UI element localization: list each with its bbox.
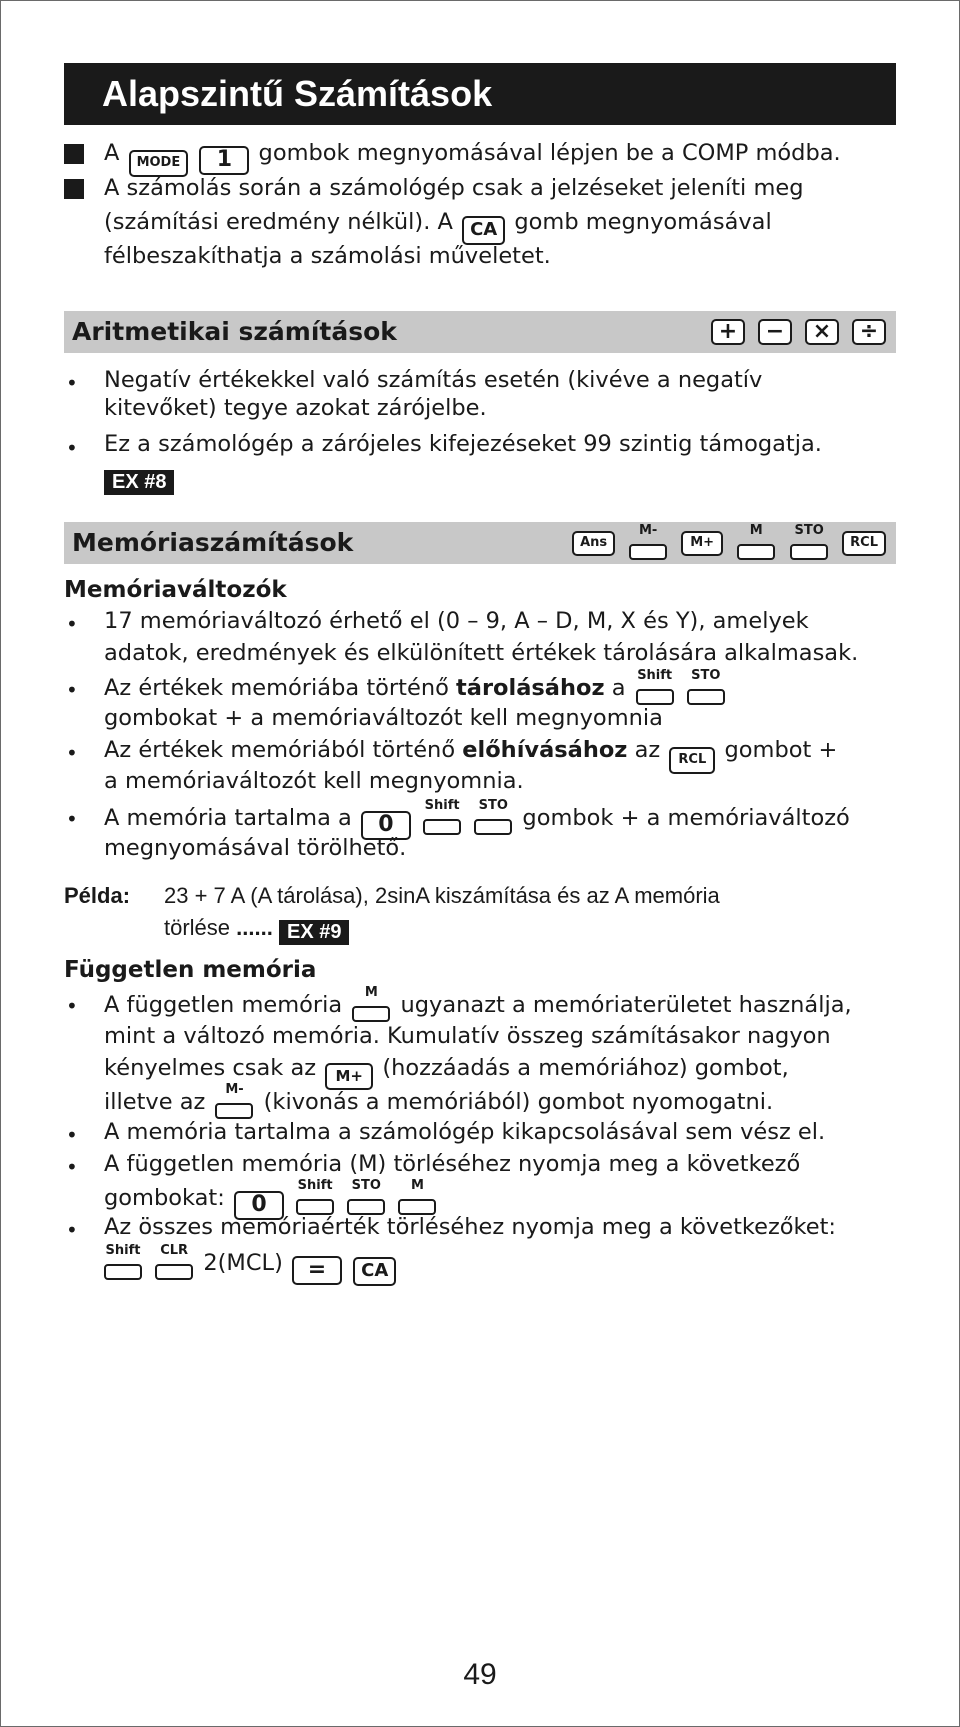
m-key bbox=[398, 1178, 436, 1215]
bullet: • bbox=[66, 807, 78, 831]
bullet: • bbox=[66, 1218, 78, 1242]
key-label: Shift bbox=[424, 798, 460, 813]
key-label: STO bbox=[794, 523, 824, 538]
shift-key bbox=[423, 798, 461, 835]
key-label: Shift bbox=[105, 1243, 141, 1258]
example-line-2 bbox=[164, 913, 349, 945]
intro-line-4: félbeszakíthatja a számolási műveletet. bbox=[104, 243, 551, 269]
indep-b1-l3 bbox=[104, 1053, 789, 1085]
bullet-square bbox=[64, 179, 84, 199]
section-memory-header bbox=[64, 522, 896, 564]
section-title: Memóriaszámítások bbox=[72, 528, 354, 557]
mem-b3-l2: a memóriaváltozót kell megnyomnia. bbox=[104, 768, 524, 794]
indep-b4-l1: Az összes memóriaérték törléséhez nyomja meg a következőket: bbox=[104, 1214, 837, 1240]
bullet-square bbox=[64, 144, 84, 164]
text: 2(MCL) bbox=[203, 1250, 283, 1276]
text: Az értékek memóriából történő bbox=[104, 737, 456, 763]
key-box bbox=[629, 544, 667, 560]
bullet: • bbox=[66, 994, 78, 1018]
key-box bbox=[352, 1006, 390, 1022]
indep-b1-l1 bbox=[104, 985, 852, 1020]
text: (hozzáadás a memóriához) gombot, bbox=[382, 1055, 789, 1081]
mode-key: MODE bbox=[129, 150, 189, 177]
text: gombokat: bbox=[104, 1185, 225, 1211]
key-label: Shift bbox=[297, 1178, 333, 1193]
zero-key: 0 bbox=[361, 811, 411, 840]
key-label: Shift bbox=[637, 668, 673, 683]
bullet: • bbox=[66, 612, 78, 636]
m-minus-key bbox=[629, 523, 667, 560]
m-minus-key bbox=[215, 1082, 253, 1119]
key-label: STO bbox=[478, 798, 508, 813]
text: gombok megnyomásával lépjen be a COMP módba. bbox=[258, 140, 841, 166]
bullet: • bbox=[66, 1123, 78, 1147]
ca-key: CA bbox=[462, 216, 505, 245]
intro-line-3 bbox=[104, 207, 772, 239]
example-line-1: 23 + 7 A (A tárolása), 2sinA kiszámítása és az A memória bbox=[164, 883, 720, 908]
ca-key: CA bbox=[353, 1257, 396, 1286]
text: A független memória bbox=[104, 992, 343, 1018]
bullet: • bbox=[66, 1155, 78, 1179]
key-box bbox=[423, 819, 461, 835]
subheading-independent-memory: Független memória bbox=[64, 957, 317, 983]
key-box bbox=[687, 689, 725, 705]
operator-keys bbox=[709, 311, 888, 353]
example-label: Példa: bbox=[64, 883, 131, 908]
bullet: • bbox=[66, 371, 78, 395]
text: az bbox=[634, 737, 661, 763]
text: a bbox=[611, 675, 626, 701]
sto-key bbox=[687, 668, 725, 705]
page-title: Alapszintű Számítások bbox=[64, 63, 896, 125]
arith-ex bbox=[104, 463, 174, 495]
example-badge: EX #9 bbox=[279, 920, 349, 945]
indep-b3-l2 bbox=[104, 1178, 439, 1217]
key-box bbox=[474, 819, 512, 835]
rcl-key: RCL bbox=[842, 531, 886, 556]
sto-key bbox=[474, 798, 512, 835]
text: (kivonás a memóriából) gombot nyomogatni. bbox=[263, 1089, 774, 1115]
mem-b2-l2: gombokat + a memóriaváltozót kell megnyomnia bbox=[104, 705, 663, 731]
mem-b4-l1 bbox=[104, 798, 850, 837]
bullet: • bbox=[66, 741, 78, 765]
sto-key bbox=[790, 523, 828, 560]
times-key: × bbox=[805, 319, 839, 345]
text: törlése bbox=[164, 915, 231, 940]
clr-key bbox=[155, 1243, 193, 1280]
page-number: 49 bbox=[463, 1658, 497, 1691]
bullet: • bbox=[66, 436, 78, 460]
text: gombot + bbox=[724, 737, 838, 763]
text: (számítási eredmény nélkül). A bbox=[104, 209, 453, 235]
rcl-key: RCL bbox=[669, 747, 715, 774]
mem-b1-l2: adatok, eredmények és elkülönített értékek tárolására alkalmasak. bbox=[104, 640, 859, 666]
minus-key: − bbox=[758, 319, 792, 345]
indep-b2: A memória tartalma a számológép kikapcsolásával sem vész el. bbox=[104, 1119, 826, 1145]
text: ugyanazt a memóriaterületet használja, bbox=[400, 992, 852, 1018]
text: illetve az bbox=[104, 1089, 206, 1115]
indep-b1-l2: mint a változó memória. Kumulatív összeg számításakor nagyon bbox=[104, 1023, 831, 1049]
key-label: STO bbox=[691, 668, 721, 683]
arith-b1-l1: Negatív értékekkel való számítás esetén (kivéve a negatív bbox=[104, 367, 763, 393]
text: gombok + a memóriaváltozó bbox=[522, 805, 850, 831]
text: kényelmes csak az bbox=[104, 1055, 317, 1081]
key-label: CLR bbox=[160, 1243, 189, 1258]
m-plus-key: M+ bbox=[681, 531, 723, 556]
text: A bbox=[104, 140, 120, 166]
key-label: M bbox=[411, 1178, 424, 1193]
key-label: M bbox=[364, 985, 378, 1000]
text: Az értékek memóriába történő bbox=[104, 675, 449, 701]
divide-key: ÷ bbox=[852, 319, 886, 345]
m-plus-key: M+ bbox=[325, 1063, 373, 1090]
section-arithmetic-header bbox=[64, 311, 896, 353]
example-badge: EX #8 bbox=[104, 470, 174, 495]
key-box bbox=[790, 544, 828, 560]
key-box bbox=[104, 1264, 142, 1280]
emphasis: tárolásához bbox=[456, 675, 605, 701]
mem-b3-l1 bbox=[104, 735, 837, 767]
mem-b4-l2: megnyomásával törölhető. bbox=[104, 835, 407, 861]
key-label: M- bbox=[225, 1082, 244, 1097]
key-box bbox=[737, 544, 775, 560]
intro-line-1 bbox=[104, 138, 841, 170]
key-label: M bbox=[749, 523, 763, 538]
key-box bbox=[155, 1264, 193, 1280]
shift-key bbox=[104, 1243, 142, 1280]
indep-b3-l1: A független memória (M) törléséhez nyomja meg a következő bbox=[104, 1151, 801, 1177]
intro-line-2: A számolás során a számológép csak a jelzéseket jeleníti meg bbox=[104, 175, 804, 201]
ans-key: Ans bbox=[572, 531, 615, 556]
zero-key: 0 bbox=[234, 1191, 284, 1220]
m-key bbox=[737, 523, 775, 560]
key-label: STO bbox=[351, 1178, 381, 1193]
bullet: • bbox=[66, 678, 78, 702]
indep-b1-l4 bbox=[104, 1082, 774, 1117]
text: A memória tartalma a bbox=[104, 805, 352, 831]
emphasis: előhívásához bbox=[462, 737, 628, 763]
text: gomb megnyomásával bbox=[514, 209, 772, 235]
m-key bbox=[352, 985, 390, 1022]
subheading-memory-variables: Memóriaváltozók bbox=[64, 577, 287, 603]
shift-key bbox=[636, 668, 674, 705]
equals-key: = bbox=[292, 1256, 342, 1285]
plus-key: + bbox=[711, 319, 745, 345]
key-label: M- bbox=[638, 523, 658, 538]
indep-b4-l2 bbox=[104, 1243, 398, 1282]
mem-b1-l1: 17 memóriaváltozó érhető el (0 – 9, A – D, M, X és Y), amelyek bbox=[104, 608, 809, 634]
memory-keys bbox=[570, 522, 888, 564]
section-title: Aritmetikai számítások bbox=[72, 317, 397, 346]
sto-key bbox=[347, 1178, 385, 1215]
arith-b2-l1: Ez a számológép a zárójeles kifejezéseket 99 szintig támogatja. bbox=[104, 431, 822, 457]
arith-b1-l2: kitevőket) tegye azokat zárójelbe. bbox=[104, 395, 487, 421]
shift-key bbox=[296, 1178, 334, 1215]
mem-b2-l1 bbox=[104, 668, 728, 703]
dots: ...... bbox=[236, 915, 273, 940]
one-key: 1 bbox=[199, 146, 249, 175]
